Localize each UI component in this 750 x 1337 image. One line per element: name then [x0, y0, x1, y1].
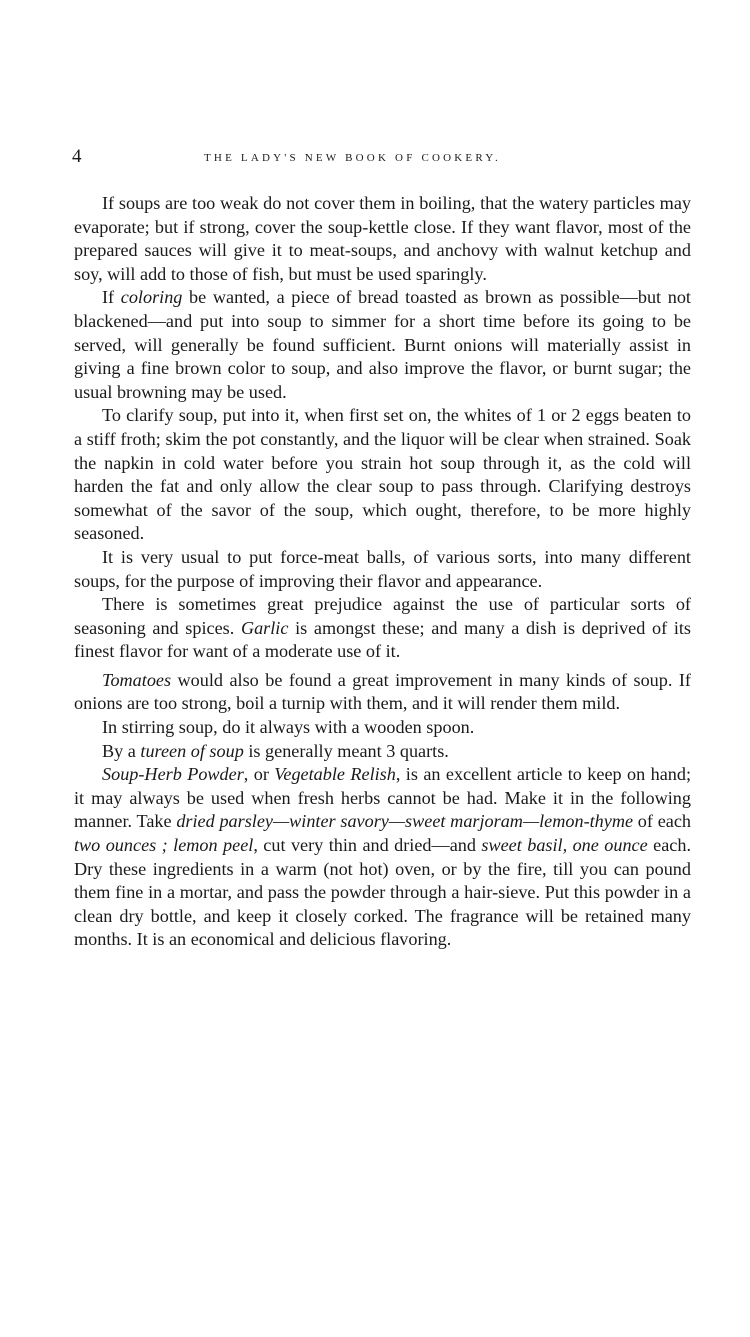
- paragraph-clarify: To clarify soup, put into it, when first set on, the whites of 1 or 2 eggs beaten to a stiff froth; skim the pot constantly, and the liquor will be clear when strained. Soak the napkin in cold water before you strain hot soup through it, as the cold will harden the fat and only allow the clear soup to pass through. Clarifying destroys somewhat of the savor of the soup, which ought, therefore, to be more highly seasoned.: [74, 405, 691, 544]
- text-run: If: [102, 287, 121, 308]
- paragraph-garlic: [74, 593, 691, 664]
- body-text: [74, 192, 691, 952]
- italic-term: Garlic: [240, 617, 289, 638]
- text-run: is generally meant 3 quarts.: [243, 740, 449, 761]
- italic-term: Vegetable Relish: [274, 764, 396, 785]
- paragraph-herb-powder: [74, 763, 691, 952]
- text-run: be wanted, a piece of bread toasted as brown as possible—but not blackened—and put into soup to simmer for a short time before its going to be served, will generally be found sufficient. Burnt onions will materially assist in giving a fine brown color to soup, and also improve the flavor, or burnt sugar; the usual browning may be used.: [74, 287, 691, 402]
- italic-term: Soup-Herb Powder: [102, 764, 244, 785]
- text-run: By a: [102, 740, 141, 761]
- text-run: There is sometimes great prejudice against the use of particular sorts of seasoning and spices.: [74, 594, 691, 638]
- text-run: , is an excellent article to keep on hand; it may always be used when fresh herbs cannot be had. Make it in the following manner. Take: [74, 764, 692, 832]
- paragraph-tureen: [74, 740, 691, 764]
- paragraph-weak-soups: If soups are too weak do not cover them in boiling, that the watery particles may evaporate; but if strong, cover the soup-kettle close. If they want flavor, most of the prepared sauces will give it to meat-soups, and anchovy with walnut ketchup and soy, will add to those of fish, but must be used sparingly.: [74, 193, 691, 284]
- text-run: , cut very thin and dried—and: [253, 835, 482, 856]
- italic-term: sweet basil, one ounce: [481, 835, 648, 856]
- running-title: THE LADY'S NEW BOOK OF COOKERY.: [204, 152, 501, 164]
- text-run: would also be found a great improvement in many kinds of soup. If onions are too strong, boil a turnip with them, and it will render them mild.: [74, 669, 691, 714]
- paragraph-coloring: [74, 286, 691, 404]
- paragraph-force-meat: It is very usual to put force-meat balls, of various sorts, into many different soups, for the purpose of improving their flavor and appearance.: [74, 546, 691, 591]
- paragraph-wooden-spoon: In stirring soup, do it always with a wooden spoon.: [102, 717, 475, 738]
- italic-term: coloring: [120, 287, 183, 308]
- italic-term: Tomatoes: [102, 669, 172, 690]
- italic-term: tureen of soup: [140, 740, 244, 761]
- text-run: each. Dry these ingredients in a warm (not hot) oven, or by the fire, till you can pound them fine in a mortar, and pass the powder through a hair-sieve. Put this powder in a clean dry bottle, and keep it closely corked. The fragrance will be retained many months. It is an economical and delicious flavoring.: [74, 835, 692, 950]
- italic-term: dried parsley—winter savory—sweet marjoram—lemon-thyme: [176, 811, 634, 832]
- page-number: 4: [72, 146, 82, 167]
- text-run: of each: [633, 811, 692, 832]
- text-run: , or: [243, 764, 275, 785]
- italic-term: two ounces ; lemon peel: [74, 835, 254, 856]
- paragraph-tomatoes: [74, 669, 691, 716]
- text-run: is amongst these; and many a dish is deprived of its finest flavor for want of a moderate use of it.: [74, 617, 691, 662]
- page-header: [72, 146, 692, 168]
